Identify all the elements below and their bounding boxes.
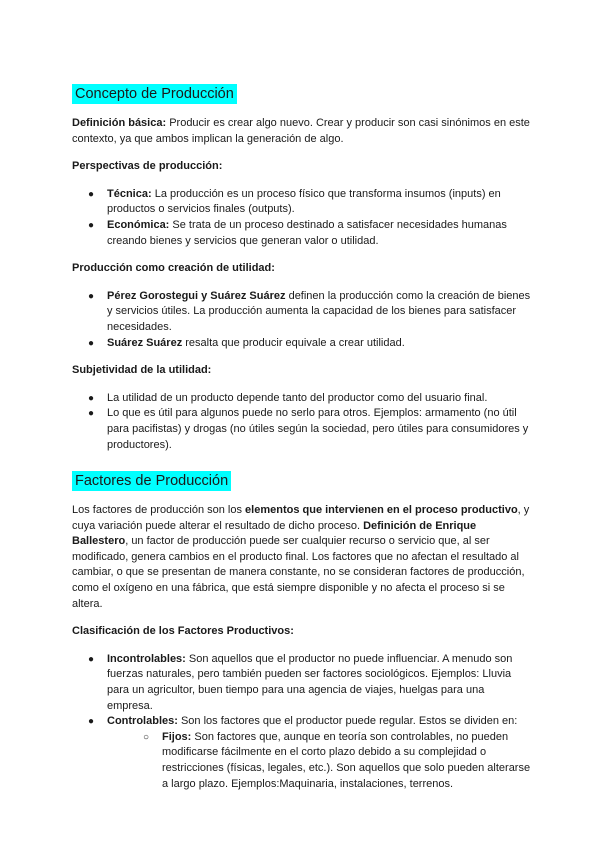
item-label: Económica: [107,218,170,231]
item-label: Pérez Gorostegui y Suárez Suárez [107,289,286,302]
item-text: Se trata de un proceso destinado a satisfacer necesidades humanas creando bienes y servicios que generan valor o utilidad. [107,218,507,247]
item-text: La producción es un proceso físico que transforma insumos (inputs) en productos o servicios finales (outputs). [107,187,501,216]
bullet-icon: ● [88,392,95,404]
item-label: Fijos: [162,730,192,743]
item-text: Son aquellos que el productor no puede influenciar. A menudo son fuerzas naturales, pero también pueden ser factores sociológicos. Ejemplos: Lluvia para un agricultor, buen tiempo para una agencia de viajes, huelgas para una empresa. [107,652,513,712]
item-text: Son factores que, aunque en teoría son controlables, no pueden modificarse fácilmente en el corto plazo debido a su complejidad o restricciones (físicas, legales, etc.). Son aquellos que solo pueden alterarse a largo plazo. Ejemplos:Maquinaria, instalaciones, terrenos. [162,730,531,790]
list-item [72,289,532,336]
bold-run: Definición de Enrique Ballestero [72,519,477,548]
item-label: Incontrolables: [107,652,186,665]
bullet-icon: ● [88,716,95,728]
item-label: Suárez Suárez [107,336,183,349]
perspectives-list [72,187,532,249]
classification-list [72,652,532,792]
circle-bullet-icon: ○ [143,731,150,743]
text-run: Los factores de producción son los [72,504,246,517]
controllable-sublist [107,730,532,792]
item-text: Lo que es útil para algunos puede no serlo para otros. Ejemplos: armamento (no útil para pacifistas) y drogas (no útiles según la sociedad, pero útiles para consumidores y productores). [107,407,529,451]
bullet-icon: ● [88,188,95,200]
utility-list [72,289,532,351]
list-item [72,391,532,407]
document-page [72,84,532,804]
item-label: Controlables: [107,715,178,728]
bullet-icon: ● [88,219,95,231]
classification-heading: Clasificación de los Factores Productivos: [72,625,294,638]
definition-text: Producir es crear algo nuevo. Crear y producir son casi sinónimos en este contexto, ya que ambos implican la generación de algo. [72,117,530,145]
item-text: Son los factores que el productor puede regular. Estos se dividen en: [177,715,518,728]
definition-label: Definición básica: [72,117,167,129]
bullet-icon: ● [88,653,95,665]
text-run: , un factor de producción puede ser cualquier recurso o servicio que, al ser modificado, genera cambios en el producto final. Los factores que no afectan el resultado al cambiar, o que se presentan de manera constante, no se consideran factores de producción, como el oxígeno en una fábrica, que está siempre disponible y no afecta el proceso si se altera. [72,535,525,610]
factors-paragraph [72,503,532,612]
subjectivity-heading: Subjetividad de la utilidad: [72,364,212,377]
list-item [72,218,532,249]
item-text: La utilidad de un producto depende tanto del productor como del usuario final. [107,391,488,404]
bullet-icon: ● [88,337,95,349]
definition-paragraph [72,116,532,147]
list-item [72,652,532,714]
bullet-icon: ● [88,290,95,302]
list-item [72,187,532,218]
perspectives-heading: Perspectivas de producción: [72,160,223,173]
list-item [72,406,532,453]
item-text: definen la producción como la creación de bienes y servicios útiles. La producción aumenta la capacidad de los bienes para satisfacer necesidades. [107,289,531,333]
list-item [72,714,532,792]
section-title-concepto: Concepto de Producción [72,84,237,104]
item-text: resalta que producir equivale a crear utilidad. [182,336,405,349]
section-title-factores: Factores de Producción [72,471,231,491]
item-label: Técnica: [107,187,152,200]
list-item [107,730,532,792]
text-run: , y cuya variación puede alterar el resultado de dicho proceso. [72,504,530,532]
bold-run: elementos que intervienen en el proceso productivo [245,504,518,517]
utility-heading: Producción como creación de utilidad: [72,262,275,275]
list-item [72,336,532,352]
subjectivity-list [72,391,532,453]
bullet-icon: ● [88,408,95,420]
